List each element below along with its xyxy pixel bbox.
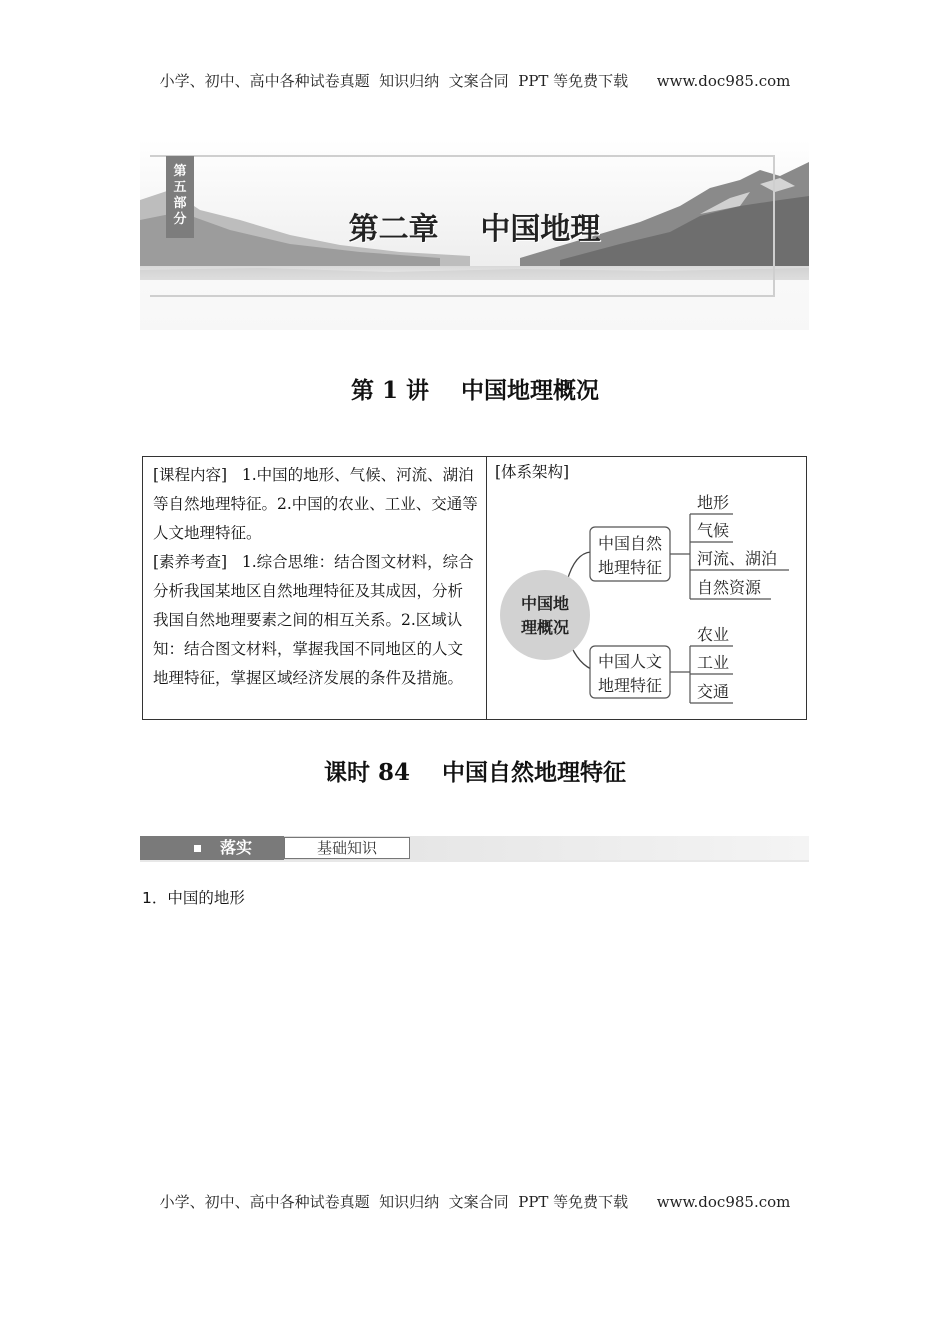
human-item: 农业: [697, 625, 730, 644]
framework-cell: [487, 457, 806, 719]
section-dark-block: [140, 836, 284, 860]
section-item-heading: 1．中国的地形: [142, 889, 245, 907]
part-tag-char: 分: [173, 212, 187, 227]
square-bullet-icon: [194, 845, 201, 852]
course-content: [153, 461, 478, 548]
page-header: 小学、初中、高中各种试卷真题 知识归纳 文案合同 PPT 等免费下载 www.doc985.com: [159, 72, 791, 90]
natural-item: 地形: [697, 493, 730, 512]
lesson-title: 课时 84 中国自然地理特征: [323, 759, 627, 786]
human-item: 交通: [697, 682, 730, 701]
page-footer: 小学、初中、高中各种试卷真题 知识归纳 文案合同 PPT 等免费下载 www.doc985.com: [159, 1193, 791, 1211]
branch-natural-line: 地理特征: [597, 558, 663, 577]
literacy-text: 1.综合思维：结合图文材料，综合分析我国某地区自然地理特征及其成因，分析我国自然地理要素之间的相互关系。2.区域认知：结合图文材料，掌握我国不同地区的人文地理特征，掌握区域经济发展的条件及措施。: [153, 553, 474, 687]
section-tab: 基础知识: [284, 837, 410, 859]
literacy-label: [素养考查]: [153, 553, 228, 571]
center-node-line: 中国地: [520, 594, 570, 613]
branch-human-line: 中国人文: [597, 652, 663, 671]
branch-natural-line: 中国自然: [597, 534, 663, 553]
section-bar: [140, 836, 809, 860]
section-underline: [140, 860, 809, 862]
chapter-title: 第二章 中国地理: [348, 212, 601, 247]
part-tag-char: 第: [173, 164, 187, 179]
course-content-label: [课程内容]: [153, 466, 228, 484]
framework-mindmap: [487, 457, 806, 719]
center-node-line: 理概况: [520, 618, 570, 637]
section-label: 落实: [220, 838, 253, 857]
overview-table: [142, 456, 807, 720]
framework-label: [体系架构]: [495, 463, 570, 481]
center-node: [500, 570, 590, 660]
natural-item: 河流、湖泊: [697, 549, 778, 568]
natural-item: 自然资源: [697, 578, 762, 597]
course-info-cell: [143, 457, 487, 719]
branch-human-line: 地理特征: [597, 676, 663, 695]
chapter-banner: [140, 140, 809, 330]
course-content-text: 1.中国的地形、气候、河流、湖泊等自然地理特征。2.中国的农业、工业、交通等人文地理特征。: [153, 466, 478, 542]
part-tag-char: 部: [173, 196, 187, 211]
literacy-requirements: [153, 548, 478, 693]
part-tag-char: 五: [173, 180, 187, 195]
lecture-title: 第 1 讲 中国地理概况: [350, 377, 600, 404]
connector-natural: [567, 552, 591, 581]
natural-item: 气候: [697, 521, 730, 540]
human-item: 工业: [697, 653, 730, 672]
